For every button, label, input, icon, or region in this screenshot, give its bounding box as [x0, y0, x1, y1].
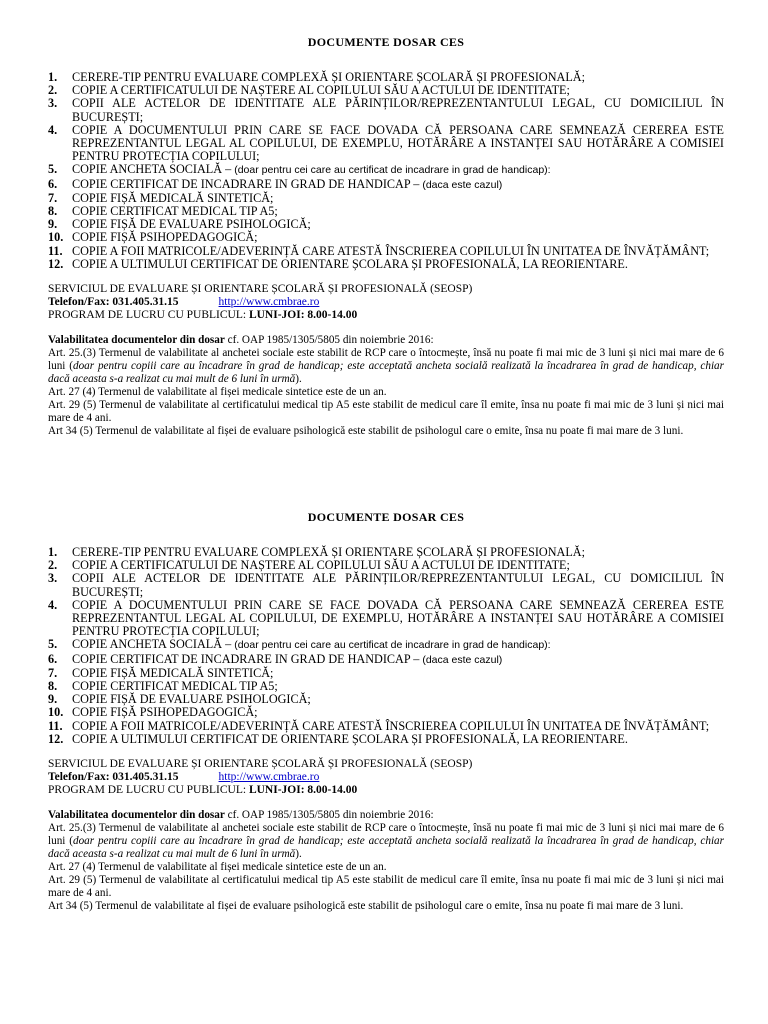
list-item: 11. COPIE A FOII MATRICOLE/ADEVERINȚĂ CARE ATESTĂ ÎNSCRIEREA COPILULUI ÎN UNITATEA DE ÎNVĂȚĂMÂNT;	[48, 718, 710, 733]
list-item: 10. COPIE FIȘĂ PSIHOPEDAGOGICĂ;	[48, 230, 258, 245]
phone-fax: Telefon/Fax: 031.405.31.15	[48, 296, 179, 309]
validity-art25: Art. 25.(3) Termenul de valabilitate al anchetei sociale este stabilit de RCP care o întocmește, însă nu poate fi mai mic de 3 luni și nici mai mare de 6 luni (doar pentru copiii care au încadrare în grad de handicap; este acceptată ancheta socială realizată la încadrarea în grad de handicap, chiar dacă aceasta s-a realizat cu mai mult de 6 luni în urmă).	[48, 822, 725, 861]
list-item: 6. COPIE CERTIFICAT DE INCADRARE IN GRAD DE HANDICAP – (daca este cazul)	[48, 651, 503, 666]
list-item: 6. COPIE CERTIFICAT DE INCADRARE IN GRAD DE HANDICAP – (daca este cazul)	[48, 176, 503, 191]
list-item: 5. COPIE ANCHETA SOCIALĂ – (doar pentru cei care au certificat de incadrare in grad de handicap):	[48, 637, 551, 652]
list-item: 4. COPIE A DOCUMENTULUI PRIN CARE SE FACE DOVADA CĂ PERSOANA CARE SEMNEAZĂ CEREREA ESTE REPREZENTANTUL LEGAL AL COPILULUI, DE EXEMPLU, HOTĂRÂRE A INSTANȚEI SAU HOTĂRÂRE A COMISIEI PENTRU PROTECȚIA COPILULUI;	[48, 597, 724, 639]
list-item: 8. COPIE CERTIFICAT MEDICAL TIP A5;	[48, 204, 278, 219]
website-link[interactable]: http://www.cmbrae.ro	[218, 296, 320, 309]
list-item: 3. COPII ALE ACTELOR DE IDENTITATE ALE PĂRINȚILOR/REPREZENTANTULUI LEGAL, CU DOMICILIUL ÎN BUCUREȘTI;	[48, 96, 724, 124]
validity-section: Valabilitatea documentelor din dosar cf. OAP 1985/1305/5805 din noiembrie 2016: Art. 25.(3) Termenul de valabilitate al anchetei sociale este stabilit de RCP care o întocmește, însă nu poate fi mai mic de 3 luni și nici mai mare de 6 luni (doar pentru copiii care au încadrare în grad de handicap; este acceptată ancheta socială realizată la încadrarea în grad de handicap, chiar dacă aceasta s-a realizat cu mai mult de 6 luni în urmă). Art. 27 (4) Termenul de valabilitate al fișei medicale sintetice este de un an. Art. 29 (5) Termenul de valabilitate al certificatului medical tip A5 este stabilit de medicul care îl emite, însa nu poate fi mai mic de 3 luni și nici mai mare de 4 ani. Art 34 (5) Termenul de valabilitate al fișei de evaluare psihologică este stabilit de psihologul care o emite, însa nu poate fi mai mare de 3 luni.	[48, 334, 725, 438]
organization-info	[48, 758, 724, 797]
validity-heading: Valabilitatea documentelor din dosar	[48, 809, 225, 822]
list-item: 2. COPIE A CERTIFICATULUI DE NAȘTERE AL COPILULUI SĂU A ACTULUI DE IDENTITATE;	[48, 558, 570, 573]
list-item: 7. COPIE FIȘĂ MEDICALĂ SINTETICĂ;	[48, 190, 274, 205]
list-item: 8. COPIE CERTIFICAT MEDICAL TIP A5;	[48, 679, 278, 694]
phone-fax: Telefon/Fax: 031.405.31.15	[48, 771, 179, 784]
validity-art25: Art. 25.(3) Termenul de valabilitate al anchetei sociale este stabilit de RCP care o întocmește, însă nu poate fi mai mic de 3 luni și nici mai mare de 6 luni (doar pentru copiii care au încadrare în grad de handicap; este acceptată ancheta socială realizată la încadrarea în grad de handicap, chiar dacă aceasta s-a realizat cu mai mult de 6 luni în urmă).	[48, 347, 725, 386]
documents-list	[48, 546, 724, 746]
website-link[interactable]: http://www.cmbrae.ro	[218, 771, 320, 784]
validity-art29: Art. 29 (5) Termenul de valabilitate al certificatului medical tip A5 este stabilit de medicul care îl emite, însa nu poate fi mai mic de 3 luni și nici mai mare de 4 ani.	[48, 874, 724, 900]
validity-heading: Valabilitatea documentelor din dosar	[48, 334, 225, 347]
list-item: 12. COPIE A ULTIMULUI CERTIFICAT DE ORIENTARE ȘCOLARA ȘI PROFESIONALĂ, LA REORIENTARE.	[48, 256, 628, 271]
list-item: 7. COPIE FIȘĂ MEDICALĂ SINTETICĂ;	[48, 665, 274, 680]
validity-art27: Art. 27 (4) Termenul de valabilitate al fișei medicale sintetice este de un an.	[48, 386, 387, 399]
list-item: 9. COPIE FIȘĂ DE EVALUARE PSIHOLOGICĂ;	[48, 217, 311, 232]
page-title: DOCUMENTE DOSAR CES	[307, 35, 465, 49]
validity-section: Valabilitatea documentelor din dosar cf. OAP 1985/1305/5805 din noiembrie 2016: Art. 25.(3) Termenul de valabilitate al anchetei sociale este stabilit de RCP care o întocmește, însă nu poate fi mai mic de 3 luni și nici mai mare de 6 luni (doar pentru copiii care au încadrare în grad de handicap; este acceptată ancheta socială realizată la încadrarea în grad de handicap, chiar dacă aceasta s-a realizat cu mai mult de 6 luni în urmă). Art. 27 (4) Termenul de valabilitate al fișei medicale sintetice este de un an. Art. 29 (5) Termenul de valabilitate al certificatului medical tip A5 este stabilit de medicul care îl emite, însa nu poate fi mai mic de 3 luni și nici mai mare de 4 ani. Art 34 (5) Termenul de valabilitate al fișei de evaluare psihologică este stabilit de psihologul care o emite, însa nu poate fi mai mare de 3 luni.	[48, 809, 725, 913]
validity-art34: Art 34 (5) Termenul de valabilitate al fișei de evaluare psihologică este stabilit de psihologul care o emite, însa nu poate fi mai mare de 3 luni.	[48, 425, 684, 438]
validity-art27: Art. 27 (4) Termenul de valabilitate al fișei medicale sintetice este de un an.	[48, 861, 387, 874]
item-note: (daca este cazul)	[422, 178, 503, 191]
item-note: (doar pentru cei care au certificat de incadrare in grad de handicap):	[234, 639, 551, 652]
item-note: (daca este cazul)	[422, 653, 503, 666]
schedule-label: PROGRAM DE LUCRU CU PUBLICUL:	[48, 309, 249, 322]
page-title: DOCUMENTE DOSAR CES	[307, 510, 465, 524]
schedule-value: LUNI-JOI: 8.00-14.00	[248, 784, 358, 797]
list-item: 3. COPII ALE ACTELOR DE IDENTITATE ALE PĂRINȚILOR/REPREZENTANTULUI LEGAL, CU DOMICILIUL ÎN BUCUREȘTI;	[48, 571, 724, 599]
documents-list	[48, 71, 724, 271]
list-item: 9. COPIE FIȘĂ DE EVALUARE PSIHOLOGICĂ;	[48, 692, 311, 707]
organization-name: SERVICIUL DE EVALUARE ȘI ORIENTARE ȘCOLARĂ ȘI PROFESIONALĂ (SEOSP)	[48, 758, 473, 771]
schedule-value: LUNI-JOI: 8.00-14.00	[248, 309, 358, 322]
list-item: 4. COPIE A DOCUMENTULUI PRIN CARE SE FACE DOVADA CĂ PERSOANA CARE SEMNEAZĂ CEREREA ESTE REPREZENTANTUL LEGAL AL COPILULUI, DE EXEMPLU, HOTĂRÂRE A INSTANȚEI SAU HOTĂRÂRE A COMISIEI PENTRU PROTECȚIA COPILULUI;	[48, 122, 724, 164]
document-section-1	[48, 35, 724, 438]
validity-art34: Art 34 (5) Termenul de valabilitate al fișei de evaluare psihologică este stabilit de psihologul care o emite, însa nu poate fi mai mare de 3 luni.	[48, 900, 684, 913]
validity-art29: Art. 29 (5) Termenul de valabilitate al certificatului medical tip A5 este stabilit de medicul care îl emite, însa nu poate fi mai mic de 3 luni și nici mai mare de 4 ani.	[48, 399, 724, 425]
list-item: 12. COPIE A ULTIMULUI CERTIFICAT DE ORIENTARE ȘCOLARA ȘI PROFESIONALĂ, LA REORIENTARE.	[48, 731, 628, 746]
schedule-label: PROGRAM DE LUCRU CU PUBLICUL:	[48, 784, 249, 797]
document-section-2	[48, 510, 724, 913]
list-item: 1. CERERE-TIP PENTRU EVALUARE COMPLEXĂ ȘI ORIENTARE ȘCOLARĂ ȘI PROFESIONALĂ;	[48, 545, 585, 559]
list-item: 5. COPIE ANCHETA SOCIALĂ – (doar pentru cei care au certificat de incadrare in grad de handicap):	[48, 162, 551, 177]
organization-name: SERVICIUL DE EVALUARE ȘI ORIENTARE ȘCOLARĂ ȘI PROFESIONALĂ (SEOSP)	[48, 283, 473, 296]
item-note: (doar pentru cei care au certificat de incadrare in grad de handicap):	[234, 164, 551, 177]
list-item: 11. COPIE A FOII MATRICOLE/ADEVERINȚĂ CARE ATESTĂ ÎNSCRIEREA COPILULUI ÎN UNITATEA DE ÎNVĂȚĂMÂNT;	[48, 243, 710, 258]
list-item: 10. COPIE FIȘĂ PSIHOPEDAGOGICĂ;	[48, 705, 258, 720]
list-item: 1. CERERE-TIP PENTRU EVALUARE COMPLEXĂ ȘI ORIENTARE ȘCOLARĂ ȘI PROFESIONALĂ;	[48, 70, 585, 84]
organization-info	[48, 283, 724, 322]
list-item: 2. COPIE A CERTIFICATULUI DE NAȘTERE AL COPILULUI SĂU A ACTULUI DE IDENTITATE;	[48, 83, 570, 98]
